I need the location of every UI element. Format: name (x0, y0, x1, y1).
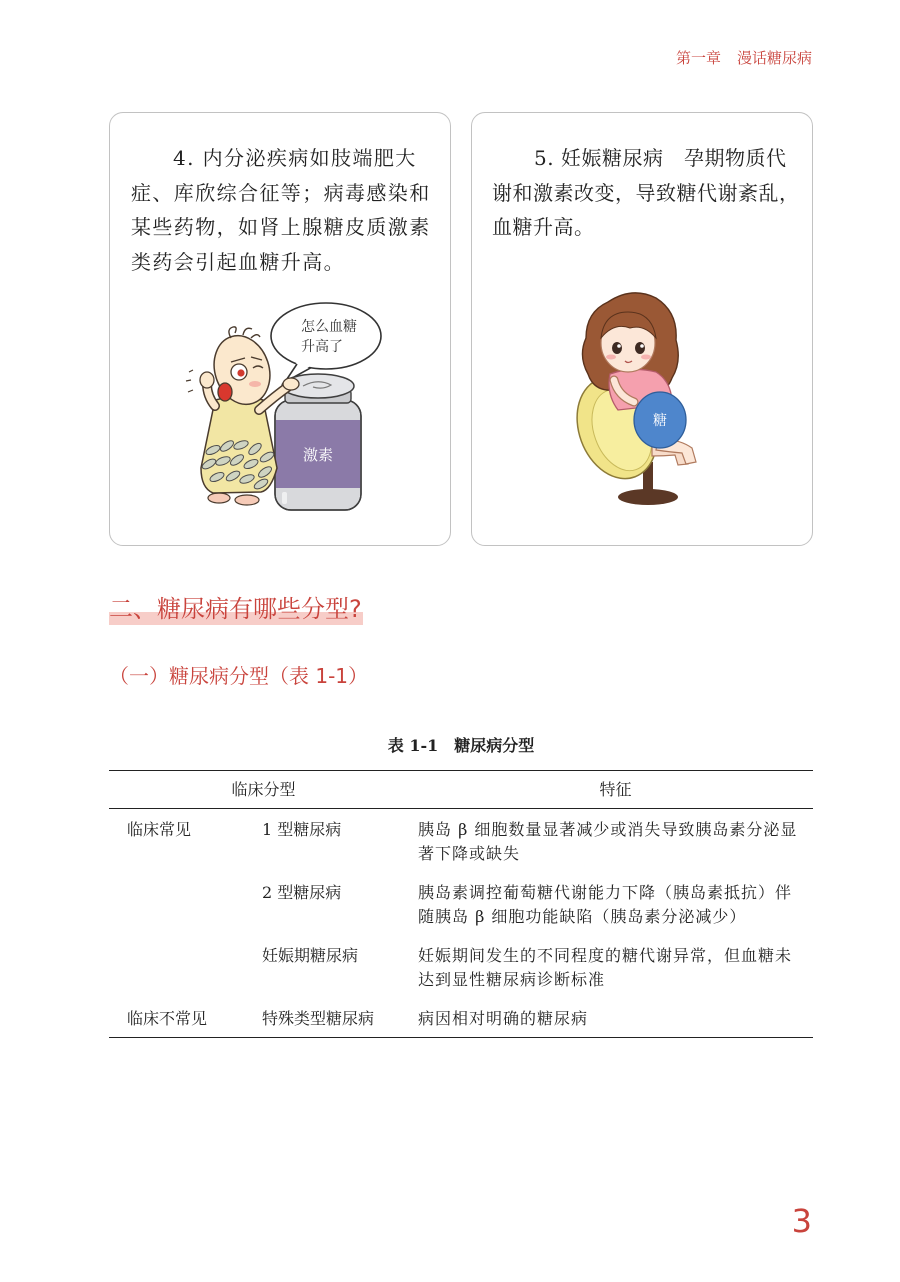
speech-bubble (271, 303, 381, 382)
man-blush (249, 381, 261, 387)
table-header-classification: 临床分型 (231, 779, 296, 799)
hormone-jar (275, 374, 361, 510)
woman-eye-left (612, 342, 622, 354)
diabetes-classification-table (109, 770, 813, 1038)
trembling-lines (186, 370, 193, 392)
woman-eye-right (635, 342, 645, 354)
section-title: 二、糖尿病有哪些分型? (109, 595, 362, 623)
cell-feature-line: 达到显性糖尿病诊断标准 (418, 970, 606, 989)
worried-man-illustration (185, 300, 410, 520)
man-foot-left (208, 493, 230, 503)
belly-label: 糖 (653, 413, 667, 429)
cell-category (109, 881, 262, 929)
table-row (109, 935, 813, 998)
card-text-line: 症、库欣综合征等；病毒感染和 (131, 180, 431, 205)
man-hand-left (200, 372, 214, 388)
man-mouth (218, 383, 232, 401)
cell-type: 1 型糖尿病 (262, 820, 342, 839)
cell-category: 临床常见 (127, 820, 192, 839)
woman-blush (606, 355, 616, 360)
subsection-title: （一）糖尿病分型（表 1-1） (109, 664, 369, 688)
cell-feature (418, 881, 813, 929)
card-text-line: 某些药物，如肾上腺糖皮质激素 (131, 215, 431, 239)
jar-label-text: 激素 (302, 446, 334, 464)
cell-category (109, 944, 262, 992)
card-text-line: 谢和激素改变，导致糖代谢紊乱， (492, 180, 800, 205)
woman-blush (641, 355, 651, 360)
table-row (109, 998, 813, 1037)
page-number: 3 (791, 1202, 812, 1240)
cell-feature-line: 胰岛素调控葡萄糖代谢能力下降（胰岛素抵抗）伴 (418, 883, 793, 902)
card-endocrine-causes-text (131, 141, 431, 279)
cell-feature-line: 胰岛 β 细胞数量显著减少或消失导致胰岛素分泌显 (418, 820, 798, 839)
card-text-line: 类药会引起血糖升高。 (131, 249, 345, 274)
card-text-line: 5. 妊娠糖尿病 孕期物质代 (534, 146, 787, 170)
cell-type: 2 型糖尿病 (262, 883, 342, 902)
card-text-line: 血糖升高。 (492, 215, 595, 239)
cell-feature-line: 随胰岛 β 细胞功能缺陷（胰岛素分泌减少） (418, 907, 747, 926)
table-row (109, 872, 813, 935)
woman-eye-shine (617, 344, 621, 348)
speech-bubble-line-1: 怎么血糖 (301, 319, 357, 335)
cell-feature (418, 818, 813, 866)
jar-shine (282, 492, 287, 504)
cell-feature-line: 著下降或缺失 (418, 844, 521, 863)
cell-type: 妊娠期糖尿病 (262, 946, 359, 965)
running-head-chapter: 第一章 (675, 49, 721, 67)
card-gestational-diabetes-text (492, 141, 800, 245)
man-foot-right (235, 495, 259, 505)
cell-feature-line: 妊娠期间发生的不同程度的糖代谢异常，但血糖未 (418, 946, 793, 965)
speech-bubble-outline (271, 303, 381, 369)
cell-category: 临床不常见 (127, 1009, 208, 1028)
man-eye-iris (237, 369, 244, 376)
table-header-row (109, 771, 813, 809)
cell-feature (418, 1007, 813, 1031)
woman-eye-shine (640, 344, 644, 348)
running-head-title: 漫话糖尿病 (736, 49, 812, 67)
running-head (676, 48, 812, 68)
cell-feature-line: 病因相对明确的糖尿病 (418, 1009, 589, 1028)
cell-type: 特殊类型糖尿病 (262, 1009, 375, 1028)
table-header-features: 特征 (599, 779, 632, 799)
cell-feature (418, 944, 813, 992)
table-caption: 表 1-1 糖尿病分型 (387, 736, 535, 755)
card-text-line: 4. 内分泌疾病如肢端肥大 (173, 146, 417, 170)
table-row (109, 809, 813, 872)
speech-bubble-line-2: 升高了 (301, 339, 343, 355)
pregnant-woman-illustration (548, 282, 748, 518)
man-hand-right (283, 378, 299, 390)
